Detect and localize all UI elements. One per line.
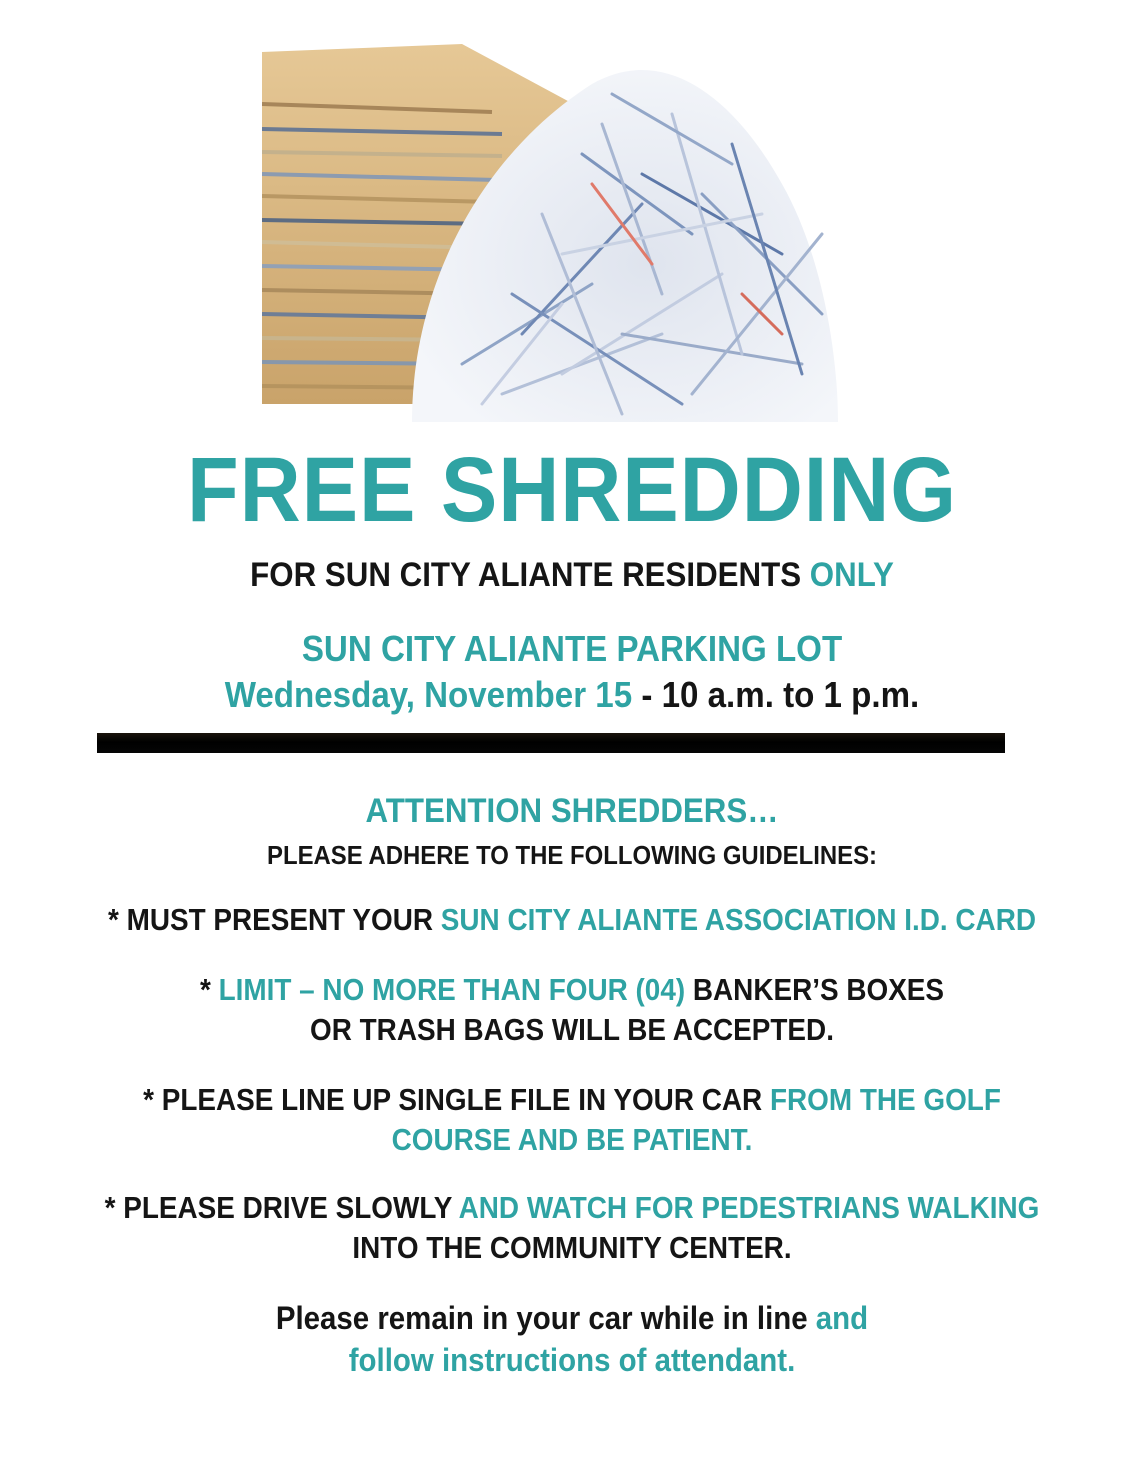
guideline-4-text: * PLEASE DRIVE SLOWLY — [104, 1190, 459, 1225]
guideline-2-emphasis: LIMIT – NO MORE THAN FOUR (04) — [218, 972, 693, 1007]
guideline-1-emphasis: SUN CITY ALIANTE ASSOCIATION I.D. CARD — [440, 902, 1037, 937]
guideline-2-bullet: * — [199, 972, 219, 1007]
guideline-4-line2: INTO THE COMMUNITY CENTER. — [352, 1230, 792, 1265]
event-date-time — [46, 674, 1098, 716]
guideline-3-emphasis: FROM THE GOLF — [769, 1082, 1001, 1117]
guideline-2-text: BANKER’S BOXES — [692, 972, 945, 1007]
guideline-3-text: * PLEASE LINE UP SINGLE FILE IN YOUR CAR — [143, 1082, 770, 1117]
footer-note-line2: follow instructions of attendant. — [348, 1342, 796, 1378]
eligibility-emphasis: ONLY — [809, 556, 894, 594]
guideline-1-text: * MUST PRESENT YOUR — [107, 902, 441, 937]
event-location: SUN CITY ALIANTE PARKING LOT — [301, 628, 843, 669]
guideline-3 — [57, 1082, 1087, 1118]
footer-note — [46, 1300, 1098, 1337]
guideline-1 — [57, 902, 1087, 938]
guideline-2-line2: OR TRASH BAGS WILL BE ACCEPTED. — [310, 1012, 834, 1047]
shredded-paper-photo — [262, 34, 838, 422]
event-date: Wednesday, November 15 — [224, 674, 633, 715]
eligibility-line — [46, 556, 1098, 595]
guideline-4-emphasis: AND WATCH FOR PEDESTRIANS WALKING — [458, 1190, 1040, 1225]
guideline-2 — [57, 972, 1087, 1008]
guidelines-intro: PLEASE ADHERE TO THE FOLLOWING GUIDELINES: — [267, 840, 877, 870]
attention-heading: ATTENTION SHREDDERS… — [365, 792, 779, 830]
footer-note-emphasis: and — [815, 1300, 869, 1336]
event-time: - 10 a.m. to 1 p.m. — [632, 674, 920, 715]
guideline-4 — [57, 1190, 1087, 1226]
guideline-3-line2: COURSE AND BE PATIENT. — [391, 1122, 753, 1157]
footer-note-text: Please remain in your car while in line — [275, 1300, 816, 1336]
divider-bar — [97, 733, 1005, 753]
page-title: FREE SHREDDING — [186, 439, 958, 541]
eligibility-text: FOR SUN CITY ALIANTE RESIDENTS — [250, 556, 810, 594]
